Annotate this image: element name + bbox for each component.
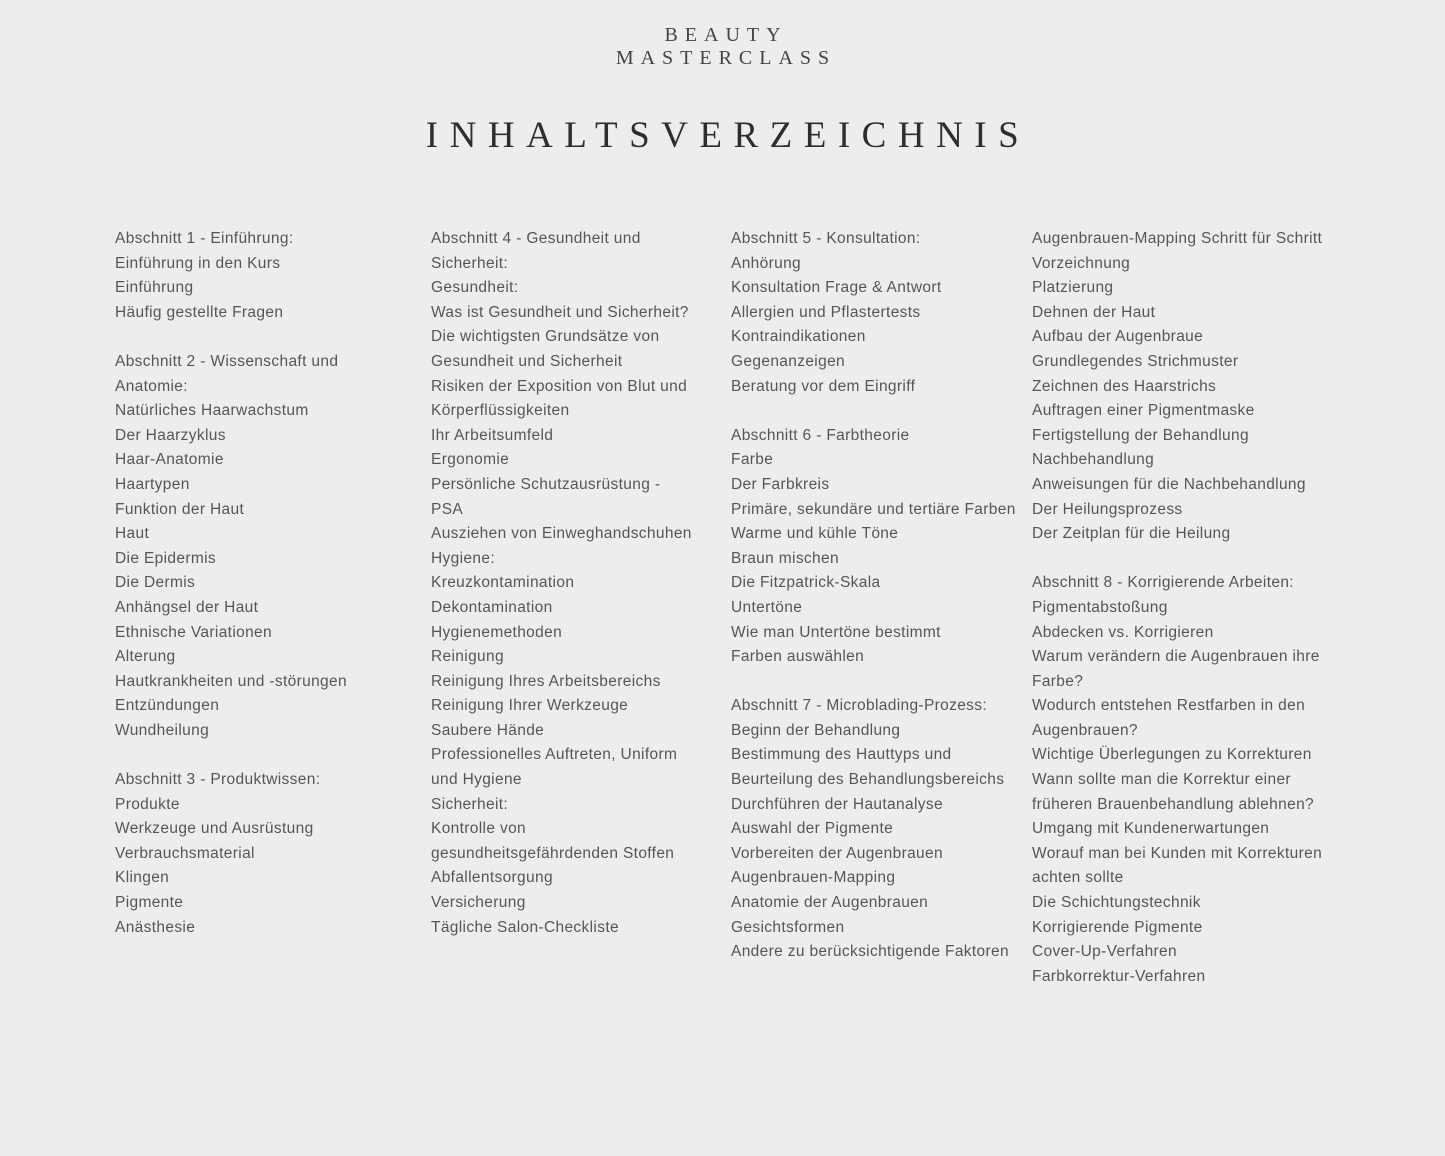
toc-entry: Persönliche Schutzausrüstung - bbox=[431, 475, 661, 493]
toc-entry: Pigmentabstoßung bbox=[1032, 598, 1168, 616]
toc-entry: Die wichtigsten Grundsätze von bbox=[431, 328, 660, 346]
toc-entry: PSA bbox=[431, 500, 464, 518]
toc-entry: Produkte bbox=[115, 795, 180, 813]
brand-line-1: BEAUTY bbox=[664, 24, 788, 46]
toc-entry: Gesundheit und Sicherheit bbox=[431, 352, 623, 370]
toc-entry: Pigmente bbox=[115, 894, 184, 912]
toc-entry: Kontrolle von bbox=[431, 820, 527, 838]
toc-spacer bbox=[115, 325, 347, 350]
page-title: INHALTSVERZEICHNIS bbox=[425, 115, 1031, 156]
toc-entry: Abschnitt 4 - Gesundheit und bbox=[431, 230, 641, 247]
toc-entry: Umgang mit Kundenerwartungen bbox=[1032, 820, 1270, 838]
toc-column-4 bbox=[1032, 227, 1322, 989]
toc-entry: früheren Brauenbehandlung ablehnen? bbox=[1032, 795, 1315, 813]
brand-logo bbox=[0, 24, 1445, 70]
toc-entry: Abschnitt 8 - Korrigierende Arbeiten: bbox=[1032, 574, 1294, 592]
toc-entry: Beurteilung des Behandlungsbereichs bbox=[731, 771, 1005, 789]
toc-entry: Fertigstellung der Behandlung bbox=[1032, 426, 1249, 444]
toc-entry: Platzierung bbox=[1032, 279, 1114, 297]
toc-entry: Abschnitt 5 - Konsultation: bbox=[731, 230, 921, 247]
toc-entry: Der Farbkreis bbox=[731, 475, 830, 493]
toc-entry: Andere zu berücksichtigende Faktoren bbox=[731, 943, 1009, 961]
toc-entry: Vorbereiten der Augenbrauen bbox=[731, 844, 943, 862]
toc-entry: Abschnitt 3 - Produktwissen: bbox=[115, 771, 321, 789]
toc-entry: Cover-Up-Verfahren bbox=[1032, 943, 1177, 961]
toc-spacer bbox=[731, 399, 1016, 424]
toc-entry: Nachbehandlung bbox=[1032, 451, 1155, 469]
toc-entry: Gesichtsformen bbox=[731, 918, 845, 936]
toc-entry: Reinigung Ihres Arbeitsbereichs bbox=[431, 672, 661, 690]
toc-entry: Hygienemethoden bbox=[431, 623, 563, 641]
toc-entry: Farbe? bbox=[1032, 672, 1084, 690]
toc-entry: Worauf man bei Kunden mit Korrekturen bbox=[1032, 844, 1323, 862]
toc-entry: Augenbrauen-Mapping bbox=[731, 869, 896, 887]
toc-entry: Dekontamination bbox=[431, 598, 553, 616]
toc-entry: Abschnitt 6 - Farbtheorie bbox=[731, 426, 910, 444]
toc-entry: Aufbau der Augenbraue bbox=[1032, 328, 1204, 346]
toc-entry: Sicherheit: bbox=[431, 795, 509, 813]
toc-entry: Anweisungen für die Nachbehandlung bbox=[1032, 475, 1306, 493]
toc-entry: Hautkrankheiten und -störungen bbox=[115, 672, 347, 690]
toc-entry: Haut bbox=[115, 525, 150, 543]
toc-spacer bbox=[1032, 547, 1322, 572]
toc-entry: Sicherheit: bbox=[431, 254, 509, 272]
toc-entry: Die Fitzpatrick-Skala bbox=[731, 574, 881, 592]
brand-line-2: MASTERCLASS bbox=[615, 47, 837, 69]
toc-entry: Durchführen der Hautanalyse bbox=[731, 795, 943, 813]
toc-entry: Die Dermis bbox=[115, 574, 196, 592]
toc-entry: Primäre, sekundäre und tertiäre Farben bbox=[731, 500, 1016, 518]
toc-entry: Anhängsel der Haut bbox=[115, 598, 259, 616]
toc-entry: Hygiene: bbox=[431, 549, 495, 567]
toc-entry: Allergien und Pflastertests bbox=[731, 303, 921, 321]
toc-entry: Auftragen einer Pigmentmaske bbox=[1032, 402, 1255, 420]
toc-entry: Wodurch entstehen Restfarben in den bbox=[1032, 697, 1306, 715]
toc-entry: Was ist Gesundheit und Sicherheit? bbox=[431, 303, 689, 321]
toc-entry: Augenbrauen-Mapping Schritt für Schritt bbox=[1032, 230, 1323, 247]
toc-entry: Ergonomie bbox=[431, 451, 510, 469]
toc-entry: Anatomie: bbox=[115, 377, 188, 395]
toc-entry: Abschnitt 2 - Wissenschaft und bbox=[115, 352, 339, 370]
toc-entry: Der Haarzyklus bbox=[115, 426, 226, 444]
toc-entry: Entzündungen bbox=[115, 697, 220, 715]
toc-spacer bbox=[115, 743, 347, 768]
toc-entry: Warum verändern die Augenbrauen ihre bbox=[1032, 648, 1320, 666]
toc-entry: Korrigierende Pigmente bbox=[1032, 918, 1203, 936]
toc-entry: Wie man Untertöne bestimmt bbox=[731, 623, 941, 641]
toc-entry: und Hygiene bbox=[431, 771, 522, 789]
toc-entry: Ihr Arbeitsumfeld bbox=[431, 426, 554, 444]
toc-entry: Warme und kühle Töne bbox=[731, 525, 899, 543]
toc-spacer bbox=[731, 670, 1016, 695]
toc-entry: Abdecken vs. Korrigieren bbox=[1032, 623, 1214, 641]
toc-entry: Professionelles Auftreten, Uniform bbox=[431, 746, 678, 764]
toc-entry: Haar-Anatomie bbox=[115, 451, 224, 469]
toc-entry: Farbe bbox=[731, 451, 774, 469]
toc-entry: Wann sollte man die Korrektur einer bbox=[1032, 771, 1291, 789]
toc-entry: Anästhesie bbox=[115, 918, 196, 936]
toc-entry: Einführung bbox=[115, 279, 194, 297]
toc-entry: Tägliche Salon-Checkliste bbox=[431, 918, 619, 936]
toc-entry: Kontraindikationen bbox=[731, 328, 866, 346]
toc-entry: Zeichnen des Haarstrichs bbox=[1032, 377, 1217, 395]
toc-entry: Häufig gestellte Fragen bbox=[115, 303, 284, 321]
toc-entry: Werkzeuge und Ausrüstung bbox=[115, 820, 314, 838]
toc-entry: Klingen bbox=[115, 869, 170, 887]
toc-entry: Wundheilung bbox=[115, 721, 210, 739]
toc-entry: Die Epidermis bbox=[115, 549, 217, 567]
toc-entry: Dehnen der Haut bbox=[1032, 303, 1156, 321]
toc-entry: Abschnitt 1 - Einführung: bbox=[115, 230, 294, 247]
toc-entry: Farbkorrektur-Verfahren bbox=[1032, 967, 1206, 985]
toc-entry: Risiken der Exposition von Blut und bbox=[431, 377, 688, 395]
toc-entry: Versicherung bbox=[431, 894, 526, 912]
toc-entry: Vorzeichnung bbox=[1032, 254, 1131, 272]
toc-entry: achten sollte bbox=[1032, 869, 1124, 887]
toc-entry: Reinigung Ihrer Werkzeuge bbox=[431, 697, 629, 715]
toc-entry: Der Heilungsprozess bbox=[1032, 500, 1183, 518]
toc-entry: Beginn der Behandlung bbox=[731, 721, 901, 739]
toc-entry: Ethnische Variationen bbox=[115, 623, 272, 641]
toc-entry: Natürliches Haarwachstum bbox=[115, 402, 309, 420]
toc-entry: Funktion der Haut bbox=[115, 500, 245, 518]
toc-entry: Grundlegendes Strichmuster bbox=[1032, 352, 1239, 370]
toc-entry: Beratung vor dem Eingriff bbox=[731, 377, 916, 395]
toc-entry: Kreuzkontamination bbox=[431, 574, 575, 592]
toc-entry: Anhörung bbox=[731, 254, 802, 272]
toc-entry: Abschnitt 7 - Microblading-Prozess: bbox=[731, 697, 988, 715]
toc-entry: Die Schichtungstechnik bbox=[1032, 894, 1201, 912]
toc-entry: Augenbrauen? bbox=[1032, 721, 1138, 739]
toc-entry: gesundheitsgefährdenden Stoffen bbox=[431, 844, 675, 862]
toc-entry: Anatomie der Augenbrauen bbox=[731, 894, 929, 912]
toc-entry: Untertöne bbox=[731, 598, 803, 616]
toc-entry: Reinigung bbox=[431, 648, 504, 666]
toc-column-3 bbox=[731, 227, 1016, 965]
toc-entry: Farben auswählen bbox=[731, 648, 865, 666]
toc-entry: Abfallentsorgung bbox=[431, 869, 553, 887]
toc-entry: Auswahl der Pigmente bbox=[731, 820, 894, 838]
toc-entry: Braun mischen bbox=[731, 549, 839, 567]
toc-entry: Wichtige Überlegungen zu Korrekturen bbox=[1032, 746, 1312, 764]
toc-column-2 bbox=[431, 227, 692, 940]
toc-column-1 bbox=[115, 227, 347, 940]
toc-entry: Ausziehen von Einweghandschuhen bbox=[431, 525, 692, 543]
toc-entry: Gegenanzeigen bbox=[731, 352, 846, 370]
toc-entry: Der Zeitplan für die Heilung bbox=[1032, 525, 1231, 543]
toc-entry: Körperflüssigkeiten bbox=[431, 402, 570, 420]
toc-entry: Konsultation Frage & Antwort bbox=[731, 279, 942, 297]
toc-entry: Einführung in den Kurs bbox=[115, 254, 281, 272]
toc-entry: Gesundheit: bbox=[431, 279, 519, 297]
toc-entry: Saubere Hände bbox=[431, 721, 545, 739]
toc-entry: Alterung bbox=[115, 648, 176, 666]
toc-entry: Haartypen bbox=[115, 475, 190, 493]
toc-entry: Bestimmung des Hauttyps und bbox=[731, 746, 952, 764]
toc-entry: Verbrauchsmaterial bbox=[115, 844, 255, 862]
